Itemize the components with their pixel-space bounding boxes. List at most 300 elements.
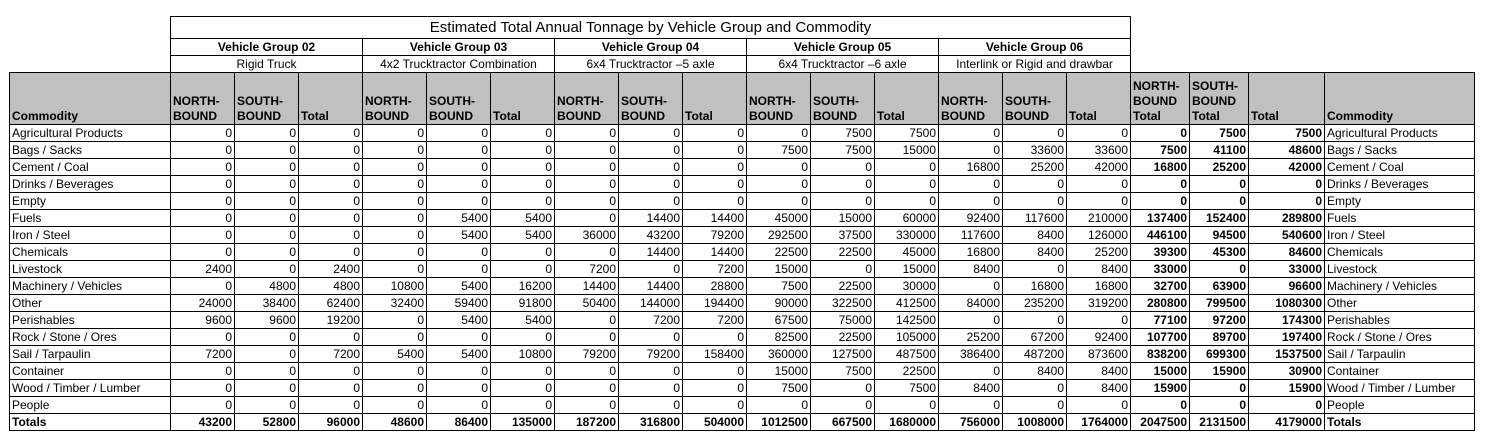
- value-cell: 0: [1003, 176, 1067, 193]
- value-cell: 0: [171, 125, 235, 142]
- value-cell: 386400: [939, 346, 1003, 363]
- commodity-label-right: Drinks / Beverages: [1325, 176, 1475, 193]
- value-cell: 7500: [875, 380, 939, 397]
- commodity-label-right: Other: [1325, 295, 1475, 312]
- value-cell: 33600: [1067, 142, 1131, 159]
- value-cell: 8400: [1003, 244, 1067, 261]
- value-cell: 38400: [235, 295, 299, 312]
- header-southbound: SOUTH-BOUND: [1003, 73, 1067, 125]
- value-cell: 30900: [1249, 363, 1325, 380]
- value-cell: 0: [875, 159, 939, 176]
- value-cell: 89700: [1190, 329, 1249, 346]
- value-cell: 0: [171, 227, 235, 244]
- value-cell: 1680000: [875, 414, 939, 431]
- value-cell: 2400: [171, 261, 235, 278]
- value-cell: 5400: [427, 227, 491, 244]
- value-cell: 280800: [1131, 295, 1190, 312]
- value-cell: 0: [555, 397, 619, 414]
- value-cell: 42000: [1249, 159, 1325, 176]
- value-cell: 0: [299, 125, 363, 142]
- value-cell: 0: [1067, 125, 1131, 142]
- value-cell: 79200: [555, 346, 619, 363]
- commodity-label: Other: [10, 295, 171, 312]
- commodity-label-right: Machinery / Vehicles: [1325, 278, 1475, 295]
- value-cell: 873600: [1067, 346, 1131, 363]
- header-commodity: Commodity: [10, 73, 171, 125]
- value-cell: 0: [683, 397, 747, 414]
- value-cell: 0: [1190, 397, 1249, 414]
- value-cell: 0: [363, 329, 427, 346]
- value-cell: 15000: [875, 142, 939, 159]
- value-cell: 0: [299, 210, 363, 227]
- value-cell: 0: [363, 363, 427, 380]
- value-cell: 4179000: [1249, 414, 1325, 431]
- value-cell: 0: [171, 397, 235, 414]
- value-cell: 24000: [171, 295, 235, 312]
- value-cell: 1008000: [1003, 414, 1067, 431]
- value-cell: 15000: [811, 210, 875, 227]
- value-cell: 0: [1003, 125, 1067, 142]
- commodity-label-right: Iron / Steel: [1325, 227, 1475, 244]
- value-cell: 0: [235, 227, 299, 244]
- value-cell: 0: [171, 193, 235, 210]
- blank-cell: [10, 17, 171, 39]
- value-cell: 9600: [171, 312, 235, 329]
- value-cell: 7200: [619, 312, 683, 329]
- value-cell: 86400: [427, 414, 491, 431]
- table-row: [10, 159, 1475, 176]
- commodity-label-right: Chemicals: [1325, 244, 1475, 261]
- value-cell: 33600: [1003, 142, 1067, 159]
- value-cell: 97200: [1190, 312, 1249, 329]
- value-cell: 8400: [1067, 261, 1131, 278]
- table-row: [10, 312, 1475, 329]
- value-cell: 360000: [747, 346, 811, 363]
- value-cell: 152400: [1190, 210, 1249, 227]
- value-cell: 0: [555, 142, 619, 159]
- value-cell: 7500: [1131, 142, 1190, 159]
- value-cell: 0: [619, 380, 683, 397]
- value-cell: 19200: [299, 312, 363, 329]
- value-cell: 0: [555, 210, 619, 227]
- value-cell: 7500: [811, 142, 875, 159]
- value-cell: 0: [1190, 261, 1249, 278]
- value-cell: 5400: [427, 278, 491, 295]
- commodity-label-right: Sail / Tarpaulin: [1325, 346, 1475, 363]
- table-row: [10, 329, 1475, 346]
- commodity-label: People: [10, 397, 171, 414]
- value-cell: 7200: [171, 346, 235, 363]
- value-cell: 0: [811, 380, 875, 397]
- value-cell: 144000: [619, 295, 683, 312]
- value-cell: 0: [427, 142, 491, 159]
- value-cell: 1537500: [1249, 346, 1325, 363]
- value-cell: 0: [491, 193, 555, 210]
- value-cell: 25200: [1190, 159, 1249, 176]
- commodity-label: Totals: [10, 414, 171, 431]
- value-cell: 7500: [747, 142, 811, 159]
- header-northbound: NORTH-BOUND: [555, 73, 619, 125]
- value-cell: 0: [171, 244, 235, 261]
- value-cell: 1012500: [747, 414, 811, 431]
- value-cell: 50400: [555, 295, 619, 312]
- value-cell: 0: [619, 329, 683, 346]
- value-cell: 5400: [491, 227, 555, 244]
- group-desc: Rigid Truck: [171, 56, 363, 73]
- table-row: [10, 261, 1475, 278]
- header-commodity-right: Commodity: [1325, 73, 1475, 125]
- value-cell: 187200: [555, 414, 619, 431]
- value-cell: 60000: [875, 210, 939, 227]
- value-cell: 7500: [811, 363, 875, 380]
- commodity-label-right: Container: [1325, 363, 1475, 380]
- value-cell: 0: [555, 193, 619, 210]
- value-cell: 0: [683, 142, 747, 159]
- value-cell: 667500: [811, 414, 875, 431]
- value-cell: 90000: [747, 295, 811, 312]
- value-cell: 45000: [875, 244, 939, 261]
- value-cell: 0: [1131, 397, 1190, 414]
- value-cell: 0: [1249, 193, 1325, 210]
- value-cell: 0: [1003, 261, 1067, 278]
- header-southbound: SOUTH-BOUND: [811, 73, 875, 125]
- value-cell: 316800: [619, 414, 683, 431]
- table-row: [10, 380, 1475, 397]
- table-row: [10, 363, 1475, 380]
- value-cell: 0: [555, 176, 619, 193]
- value-cell: 0: [235, 125, 299, 142]
- value-cell: 33000: [1249, 261, 1325, 278]
- value-cell: 0: [1249, 176, 1325, 193]
- value-cell: 22500: [811, 278, 875, 295]
- value-cell: 94500: [1190, 227, 1249, 244]
- value-cell: 446100: [1131, 227, 1190, 244]
- commodity-label: Container: [10, 363, 171, 380]
- group-desc: 4x2 Trucktractor Combination: [363, 56, 555, 73]
- value-cell: 0: [555, 380, 619, 397]
- value-cell: 0: [811, 159, 875, 176]
- value-cell: 22500: [811, 329, 875, 346]
- value-cell: 0: [939, 176, 1003, 193]
- value-cell: 5400: [427, 346, 491, 363]
- value-cell: 0: [171, 176, 235, 193]
- value-cell: 41100: [1190, 142, 1249, 159]
- value-cell: 0: [363, 227, 427, 244]
- value-cell: 5400: [427, 210, 491, 227]
- value-cell: 0: [683, 193, 747, 210]
- value-cell: 0: [299, 363, 363, 380]
- header-grand-total: Total: [1249, 73, 1325, 125]
- commodity-label-right: Perishables: [1325, 312, 1475, 329]
- value-cell: 0: [1067, 397, 1131, 414]
- table-title: Estimated Total Annual Tonnage by Vehicle Group and Commodity: [171, 17, 1131, 39]
- value-cell: 7500: [747, 380, 811, 397]
- commodity-label: Iron / Steel: [10, 227, 171, 244]
- value-cell: 0: [363, 244, 427, 261]
- blank-cell: [10, 39, 171, 56]
- commodity-label: Chemicals: [10, 244, 171, 261]
- value-cell: 75000: [811, 312, 875, 329]
- value-cell: 0: [363, 159, 427, 176]
- value-cell: 0: [683, 159, 747, 176]
- value-cell: 0: [683, 176, 747, 193]
- value-cell: 0: [427, 193, 491, 210]
- value-cell: 67200: [1003, 329, 1067, 346]
- value-cell: 7500: [1190, 125, 1249, 142]
- table-row: [10, 142, 1475, 159]
- table-row: [10, 278, 1475, 295]
- header-total: Total: [299, 73, 363, 125]
- value-cell: 30000: [875, 278, 939, 295]
- value-cell: 117600: [939, 227, 1003, 244]
- commodity-label-right: Empty: [1325, 193, 1475, 210]
- table-row: [10, 244, 1475, 261]
- blank-cell: [1131, 56, 1475, 73]
- value-cell: 43200: [171, 414, 235, 431]
- value-cell: 0: [299, 380, 363, 397]
- value-cell: 0: [491, 261, 555, 278]
- value-cell: 0: [683, 380, 747, 397]
- value-cell: 0: [939, 397, 1003, 414]
- value-cell: 32400: [363, 295, 427, 312]
- totals-row: [10, 414, 1475, 431]
- value-cell: 0: [299, 397, 363, 414]
- value-cell: 0: [747, 125, 811, 142]
- value-cell: 0: [811, 193, 875, 210]
- value-cell: 0: [939, 278, 1003, 295]
- value-cell: 7200: [299, 346, 363, 363]
- group-name: Vehicle Group 06: [939, 39, 1131, 56]
- commodity-label: Sail / Tarpaulin: [10, 346, 171, 363]
- table-row: [10, 193, 1475, 210]
- value-cell: 0: [363, 193, 427, 210]
- value-cell: 0: [1190, 176, 1249, 193]
- value-cell: 0: [939, 193, 1003, 210]
- value-cell: 1764000: [1067, 414, 1131, 431]
- value-cell: 0: [555, 312, 619, 329]
- value-cell: 0: [555, 244, 619, 261]
- value-cell: 8400: [939, 380, 1003, 397]
- header-total: Total: [683, 73, 747, 125]
- value-cell: 16800: [1067, 278, 1131, 295]
- value-cell: 0: [427, 176, 491, 193]
- value-cell: 0: [555, 125, 619, 142]
- value-cell: 0: [235, 346, 299, 363]
- header-total: Total: [491, 73, 555, 125]
- value-cell: 0: [747, 193, 811, 210]
- value-cell: 0: [555, 329, 619, 346]
- value-cell: 15000: [747, 261, 811, 278]
- commodity-label-right: Wood / Timber / Lumber: [1325, 380, 1475, 397]
- value-cell: 105000: [875, 329, 939, 346]
- value-cell: 92400: [1067, 329, 1131, 346]
- blank-cell: [1131, 17, 1475, 39]
- value-cell: 0: [1131, 193, 1190, 210]
- value-cell: 0: [171, 329, 235, 346]
- value-cell: 14400: [619, 244, 683, 261]
- value-cell: 0: [491, 380, 555, 397]
- value-cell: 15900: [1131, 380, 1190, 397]
- value-cell: 0: [427, 125, 491, 142]
- value-cell: 62400: [299, 295, 363, 312]
- value-cell: 15000: [747, 363, 811, 380]
- value-cell: 96000: [299, 414, 363, 431]
- table-row: [10, 125, 1475, 142]
- value-cell: 0: [235, 397, 299, 414]
- value-cell: 197400: [1249, 329, 1325, 346]
- value-cell: 0: [1067, 312, 1131, 329]
- value-cell: 0: [299, 159, 363, 176]
- value-cell: 0: [1067, 193, 1131, 210]
- value-cell: 0: [491, 176, 555, 193]
- commodity-label: Wood / Timber / Lumber: [10, 380, 171, 397]
- value-cell: 16200: [491, 278, 555, 295]
- value-cell: 7200: [683, 261, 747, 278]
- value-cell: 137400: [1131, 210, 1190, 227]
- value-cell: 0: [171, 210, 235, 227]
- value-cell: 39300: [1131, 244, 1190, 261]
- value-cell: 0: [747, 397, 811, 414]
- value-cell: 45300: [1190, 244, 1249, 261]
- value-cell: 84000: [939, 295, 1003, 312]
- commodity-label: Agricultural Products: [10, 125, 171, 142]
- value-cell: 126000: [1067, 227, 1131, 244]
- value-cell: 8400: [1067, 380, 1131, 397]
- value-cell: 25200: [939, 329, 1003, 346]
- value-cell: 2131500: [1190, 414, 1249, 431]
- value-cell: 7200: [555, 261, 619, 278]
- value-cell: 79200: [683, 227, 747, 244]
- value-cell: 0: [299, 193, 363, 210]
- value-cell: 540600: [1249, 227, 1325, 244]
- value-cell: 0: [811, 176, 875, 193]
- value-cell: 0: [363, 142, 427, 159]
- value-cell: 0: [683, 125, 747, 142]
- group-desc: Interlink or Rigid and drawbar: [939, 56, 1131, 73]
- value-cell: 838200: [1131, 346, 1190, 363]
- value-cell: 48600: [1249, 142, 1325, 159]
- commodity-label-right: Bags / Sacks: [1325, 142, 1475, 159]
- value-cell: 0: [171, 159, 235, 176]
- value-cell: 0: [939, 312, 1003, 329]
- value-cell: 0: [555, 159, 619, 176]
- value-cell: 0: [235, 142, 299, 159]
- value-cell: 28800: [683, 278, 747, 295]
- header-northbound: NORTH-BOUND: [171, 73, 235, 125]
- value-cell: 0: [363, 125, 427, 142]
- tonnage-table: [9, 16, 1475, 431]
- value-cell: 107700: [1131, 329, 1190, 346]
- commodity-label: Machinery / Vehicles: [10, 278, 171, 295]
- value-cell: 0: [171, 380, 235, 397]
- value-cell: 0: [235, 193, 299, 210]
- value-cell: 14400: [555, 278, 619, 295]
- value-cell: 2400: [299, 261, 363, 278]
- value-cell: 0: [235, 244, 299, 261]
- group-name: Vehicle Group 02: [171, 39, 363, 56]
- value-cell: 0: [427, 329, 491, 346]
- value-cell: 0: [1003, 312, 1067, 329]
- value-cell: 0: [619, 363, 683, 380]
- value-cell: 32700: [1131, 278, 1190, 295]
- value-cell: 0: [619, 125, 683, 142]
- value-cell: 16800: [1003, 278, 1067, 295]
- value-cell: 7200: [683, 312, 747, 329]
- value-cell: 0: [747, 159, 811, 176]
- value-cell: 22500: [747, 244, 811, 261]
- value-cell: 0: [491, 329, 555, 346]
- commodity-label-right: Rock / Stone / Ores: [1325, 329, 1475, 346]
- value-cell: 0: [939, 142, 1003, 159]
- header-northbound-total: NORTH-BOUND Total: [1131, 73, 1190, 125]
- commodity-label: Perishables: [10, 312, 171, 329]
- commodity-label-right: Cement / Coal: [1325, 159, 1475, 176]
- group-desc: 6x4 Trucktractor –6 axle: [747, 56, 939, 73]
- commodity-label-right: Fuels: [1325, 210, 1475, 227]
- value-cell: 0: [619, 261, 683, 278]
- value-cell: 0: [427, 363, 491, 380]
- value-cell: 0: [619, 142, 683, 159]
- value-cell: 4800: [235, 278, 299, 295]
- value-cell: 0: [427, 397, 491, 414]
- value-cell: 0: [619, 176, 683, 193]
- value-cell: 0: [491, 142, 555, 159]
- value-cell: 0: [235, 210, 299, 227]
- value-cell: 0: [1131, 176, 1190, 193]
- value-cell: 0: [491, 159, 555, 176]
- value-cell: 10800: [363, 278, 427, 295]
- table-row: [10, 295, 1475, 312]
- value-cell: 7500: [811, 125, 875, 142]
- value-cell: 330000: [875, 227, 939, 244]
- value-cell: 16800: [939, 159, 1003, 176]
- commodity-label: Drinks / Beverages: [10, 176, 171, 193]
- value-cell: 135000: [491, 414, 555, 431]
- value-cell: 8400: [1067, 363, 1131, 380]
- value-cell: 0: [427, 244, 491, 261]
- value-cell: 0: [491, 244, 555, 261]
- header-northbound: NORTH-BOUND: [939, 73, 1003, 125]
- header-southbound: SOUTH-BOUND: [235, 73, 299, 125]
- header-southbound: SOUTH-BOUND: [619, 73, 683, 125]
- value-cell: 5400: [491, 210, 555, 227]
- header-total: Total: [875, 73, 939, 125]
- value-cell: 0: [491, 363, 555, 380]
- value-cell: 0: [939, 125, 1003, 142]
- value-cell: 0: [1249, 397, 1325, 414]
- value-cell: 42000: [1067, 159, 1131, 176]
- value-cell: 194400: [683, 295, 747, 312]
- value-cell: 36000: [555, 227, 619, 244]
- header-northbound: NORTH-BOUND: [747, 73, 811, 125]
- value-cell: 14400: [683, 244, 747, 261]
- commodity-label-right: Livestock: [1325, 261, 1475, 278]
- value-cell: 15900: [1249, 380, 1325, 397]
- value-cell: 0: [427, 159, 491, 176]
- value-cell: 25200: [1067, 244, 1131, 261]
- value-cell: 45000: [747, 210, 811, 227]
- header-northbound: NORTH-BOUND: [363, 73, 427, 125]
- value-cell: 0: [491, 125, 555, 142]
- value-cell: 0: [427, 261, 491, 278]
- value-cell: 0: [363, 312, 427, 329]
- value-cell: 48600: [363, 414, 427, 431]
- value-cell: 0: [235, 159, 299, 176]
- value-cell: 0: [235, 363, 299, 380]
- value-cell: 0: [1190, 193, 1249, 210]
- value-cell: 699300: [1190, 346, 1249, 363]
- value-cell: 799500: [1190, 295, 1249, 312]
